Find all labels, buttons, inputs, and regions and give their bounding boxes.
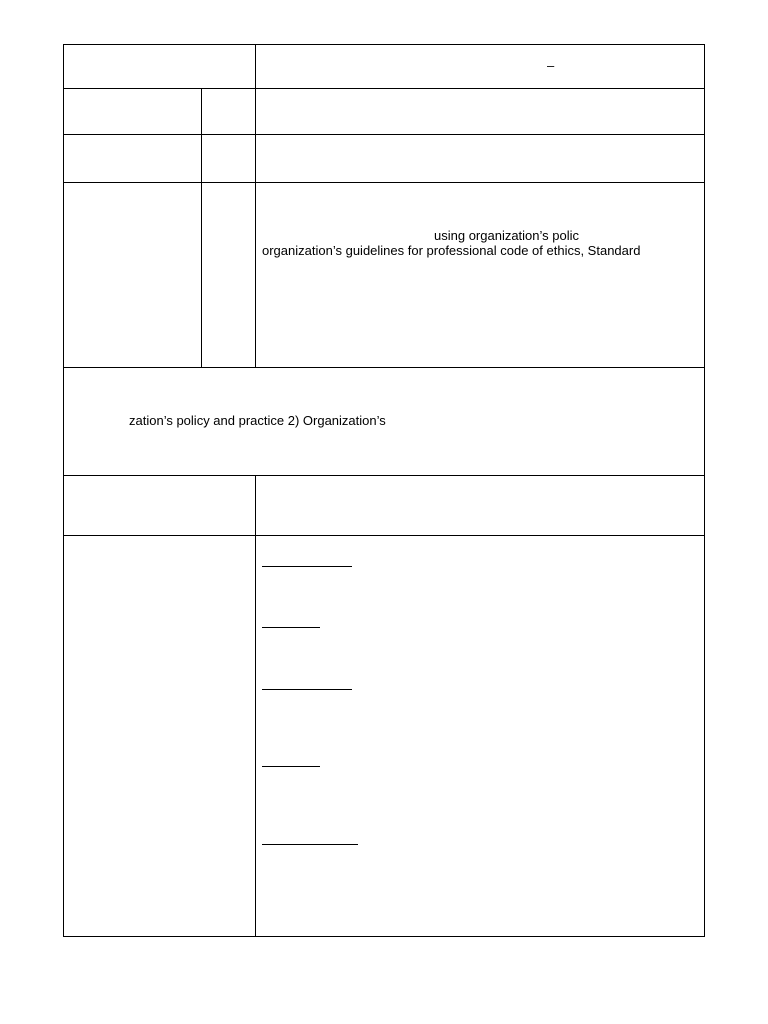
row-divider-6 (63, 535, 705, 536)
column-divider-narrow (201, 88, 202, 367)
blank-underline-1 (262, 566, 352, 567)
row4-text-line2: organization’s guidelines for professional code of ethics, Standard (262, 243, 641, 258)
row4-text-line1: using organization’s polic (434, 228, 580, 243)
blank-underline-4 (262, 766, 320, 767)
row-divider-3 (63, 182, 705, 183)
row-divider-5 (63, 475, 705, 476)
column-divider-main-bottom (255, 475, 256, 937)
row-divider-1 (63, 88, 705, 89)
blank-underline-5 (262, 844, 358, 845)
header-dash: – (547, 58, 555, 73)
row-divider-4 (63, 367, 705, 368)
blank-underline-2 (262, 627, 320, 628)
row-divider-2 (63, 134, 705, 135)
form-table-frame (63, 44, 705, 937)
row5-text: zation’s policy and practice 2) Organization’s (129, 413, 386, 428)
column-divider-main-top (255, 44, 256, 367)
blank-underline-3 (262, 689, 352, 690)
